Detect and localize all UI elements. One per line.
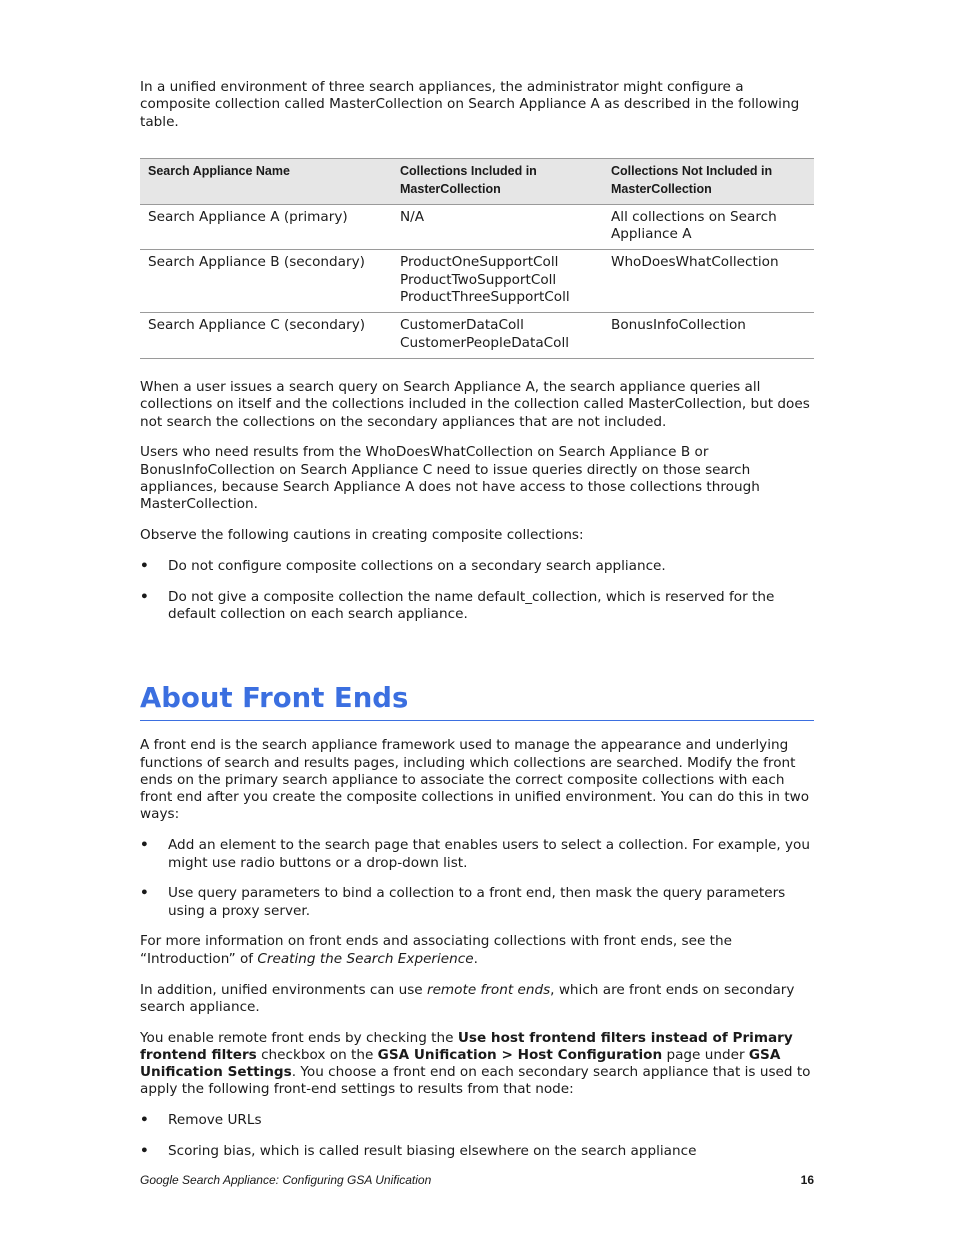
appliance-name-cell: Search Appliance A (primary) [140, 204, 392, 250]
excluded-cell: All collections on Search Appliance A [603, 204, 814, 250]
included-cell [392, 313, 603, 359]
footer-title: Google Search Appliance: Configuring GSA Unification [140, 1173, 432, 1187]
paragraph: In addition, unified environments can use remote front ends, which are front ends on secondary search appliance. [140, 981, 795, 1015]
paragraph: Observe the following cautions in creating composite collections: [140, 527, 584, 544]
list-item: • Scoring bias, which is called result biasing elsewhere on the search appliance [140, 1143, 814, 1160]
settings-ref: GSA Unification Settings [140, 1046, 781, 1081]
included-cell [392, 250, 603, 313]
list-item: • Add an element to the search page that enables users to select a collection. For example, you might use radio buttons or a drop-down list. [140, 837, 814, 872]
collection-name: ProductTwoSupportColl [400, 271, 557, 288]
book-title: Creating the Search Experience [257, 950, 474, 967]
collection-name: CustomerDataColl [400, 317, 524, 334]
excluded-cell: BonusInfoCollection [603, 313, 814, 359]
section-heading: About Front Ends [140, 681, 814, 721]
list-item: • Do not give a composite collection the name default_collection, which is reserved for the default collection on each search appliance. [140, 589, 814, 624]
intro-paragraph: In a unified environment of three search appliances, the administrator might configure a composite collection called MasterCollection on Search Appliance A as described in the following table. [140, 79, 800, 130]
paragraph: Users who need results from the WhoDoesWhatCollection on Search Appliance B or BonusInfoCollection on Search Appliance C need to issue queries directly on those search appliances, because Search Appliance A does not have access to those collections through MasterCollection. [140, 444, 760, 513]
collection-name: CustomerPeopleDataColl [400, 334, 570, 351]
paragraph: You enable remote front ends by checking the Use host frontend filters instead of Primary frontend filters checkbox on the GSA Unification > Host Configuration page under GSA Unification Settings. You choose a front end on each secondary search appliance that is used to apply the following front-end settings to results from that node: [140, 1029, 811, 1098]
appliance-name-cell: Search Appliance B (secondary) [140, 250, 392, 313]
table-header: Search Appliance Name [140, 158, 392, 204]
collection-name: ProductThreeSupportColl [400, 289, 570, 306]
page-footer [140, 1173, 814, 1187]
paragraph: A front end is the search appliance framework used to manage the appearance and underlying functions of search and results pages, including which collections are searched. Modify the front ends on the primary search appliance to associate the correct composite collections with each front end after you create the composite collections in unified environment. You can do this in two ways: [140, 737, 810, 823]
collections-table [140, 158, 814, 359]
table-header: Collections Not Included in MasterCollection [603, 158, 814, 204]
appliance-name-cell: Search Appliance C (secondary) [140, 313, 392, 359]
page-ref: GSA Unification > Host Configuration [377, 1046, 663, 1063]
table-header-row [140, 158, 814, 204]
term: remote front ends [426, 981, 551, 998]
included-cell [392, 204, 603, 250]
collection-name: N/A [400, 208, 425, 225]
paragraph: When a user issues a search query on Search Appliance A, the search appliance queries all collections on itself and the collections included in the collection called MasterCollection, but does not search the collections on the secondary appliances that are not included. [140, 378, 810, 430]
table-row [140, 250, 814, 313]
front-end-ways-list [140, 837, 814, 920]
list-item: • Do not configure composite collections on a secondary search appliance. [140, 558, 814, 575]
list-item: • Use query parameters to bind a collection to a front end, then mask the query parameters using a proxy server. [140, 885, 814, 920]
front-end-settings-list [140, 1112, 814, 1160]
collection-name: ProductOneSupportColl [400, 254, 559, 271]
page-body [140, 79, 814, 1174]
table-row [140, 204, 814, 250]
checkbox-label-ref: Use host frontend filters instead of Primary frontend filters [140, 1029, 793, 1063]
paragraph: For more information on front ends and associating collections with front ends, see the “Introduction” of Creating the Search Experience. [140, 933, 732, 967]
cautions-list [140, 558, 814, 623]
page-number: 16 [800, 1173, 814, 1187]
table-row [140, 313, 814, 359]
table-header: Collections Included in MasterCollection [392, 158, 603, 204]
excluded-cell: WhoDoesWhatCollection [603, 250, 814, 313]
list-item: • Remove URLs [140, 1112, 814, 1129]
